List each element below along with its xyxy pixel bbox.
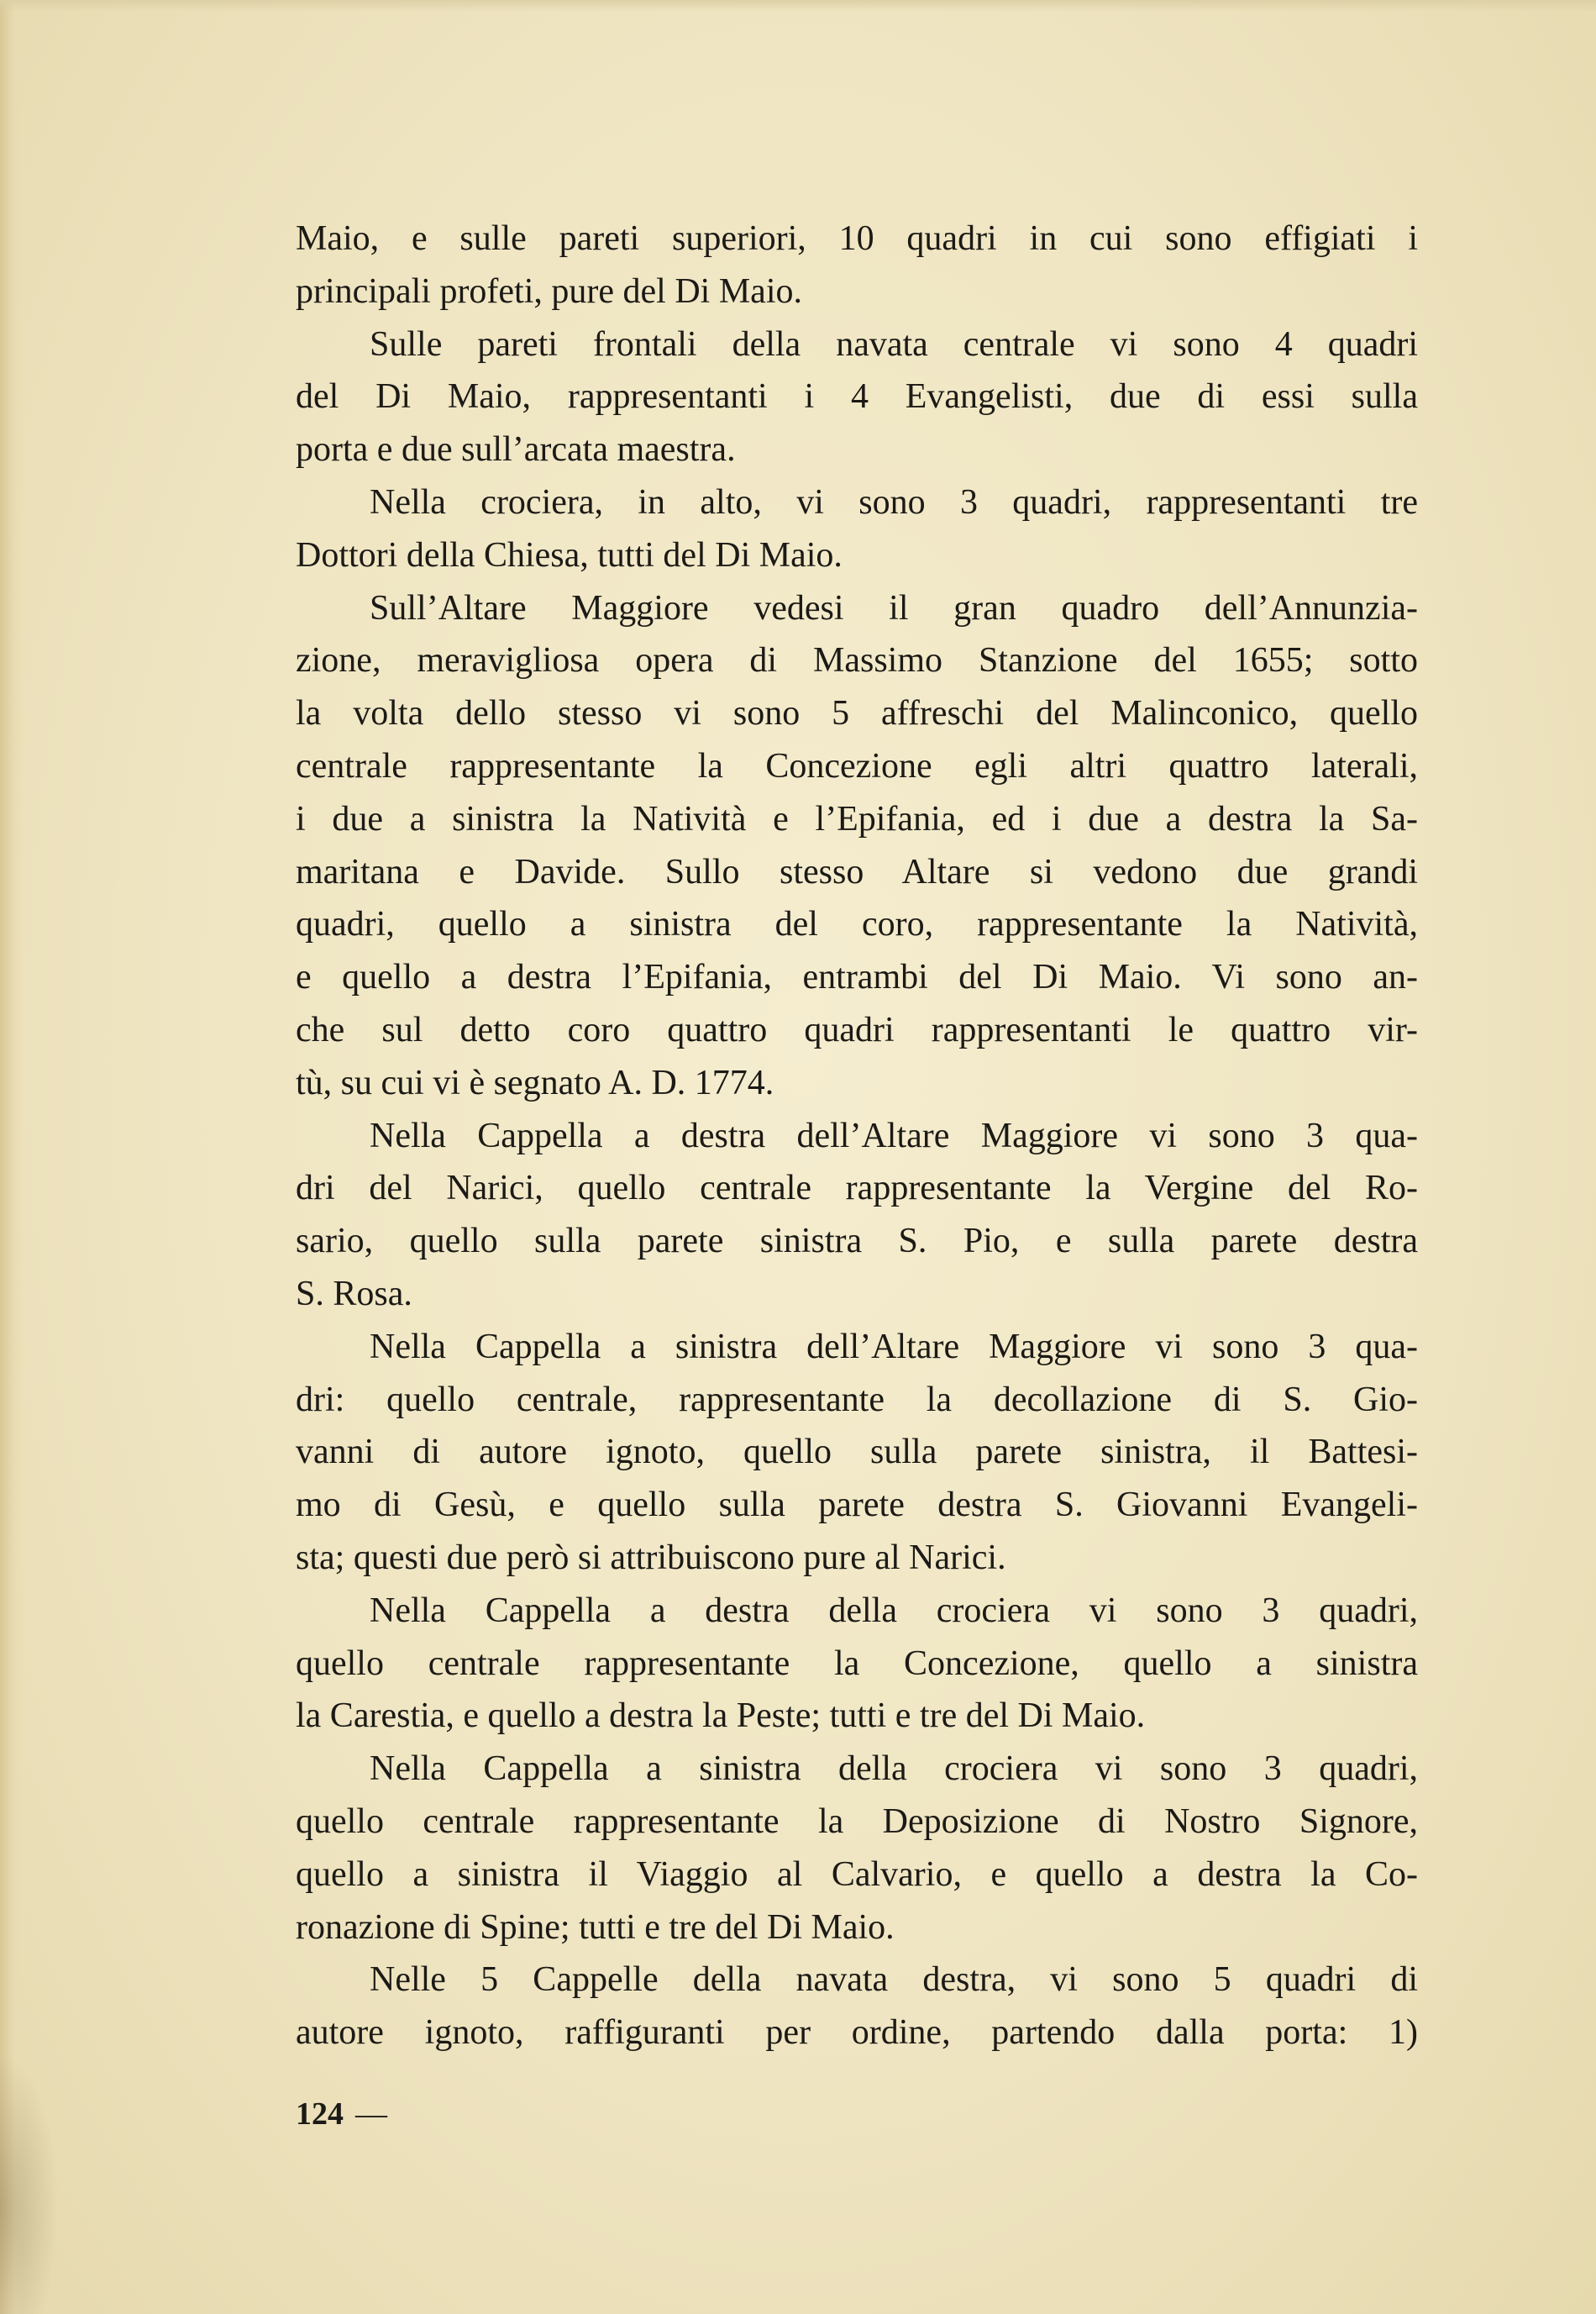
text-line: quello centrale rappresentante la Deposizione di Nostro Signore, <box>296 1801 1418 1841</box>
text-line: principali profeti, pure del Di Maio. <box>296 271 802 311</box>
text-line: dri: quello centrale, rappresentante la decollazione di S. Gio- <box>296 1380 1418 1419</box>
paper-top-edge <box>0 0 1596 12</box>
text-line: la Carestia, e quello a destra la Peste; tutti e tre del Di Maio. <box>296 1696 1146 1736</box>
text-line: ronazione di Spine; tutti e tre del Di Maio. <box>296 1907 895 1947</box>
text-line: del Di Maio, rappresentanti i 4 Evangelisti, due di essi sulla <box>296 377 1418 417</box>
text-line: mo di Gesù, e quello sulla parete destra S. Giovanni Evangeli- <box>296 1486 1418 1525</box>
text-line: tù, su cui vi è segnato A. D. 1774. <box>296 1063 774 1102</box>
text-line: quadri, quello a sinistra del coro, rappresentante la Natività, <box>296 905 1418 944</box>
text-line: Nella Cappella a sinistra della crociera vi sono 3 quadri, <box>370 1749 1418 1789</box>
text-line: sta; questi due però si attribuiscono pure al Narici. <box>296 1538 1006 1577</box>
text-line: quello centrale rappresentante la Concezione, quello a sinistra <box>296 1643 1418 1683</box>
text-line: sario, quello sulla parete sinistra S. Pio, e sulla parete destra <box>296 1222 1418 1261</box>
page-number: 124 <box>296 2096 344 2132</box>
text-line: Dottori della Chiesa, tutti del Di Maio. <box>296 535 843 575</box>
body-text <box>296 213 1418 2059</box>
text-line: Nella Cappella a destra dell’Altare Maggiore vi sono 3 qua- <box>370 1116 1418 1155</box>
text-line: i due a sinistra la Natività e l’Epifania, ed i due a destra la Sa- <box>296 799 1418 839</box>
text-line: S. Rosa. <box>296 1274 412 1313</box>
text-line: zione, meravigliosa opera di Massimo Stanzione del 1655; sotto <box>296 641 1418 681</box>
text-line: Sulle pareti frontali della navata centrale vi sono 4 quadri <box>370 324 1418 364</box>
text-line: dri del Narici, quello centrale rappresentante la Vergine del Ro- <box>296 1169 1418 1208</box>
text-line: Maio, e sulle pareti superiori, 10 quadri in cui sono effigiati i <box>296 219 1418 258</box>
text-line: centrale rappresentante la Concezione egli altri quattro laterali, <box>296 746 1418 786</box>
text-line: e quello a destra l’Epifania, entrambi del Di Maio. Vi sono an- <box>296 958 1418 997</box>
text-line: quello a sinistra il Viaggio al Calvario, e quello a destra la Co- <box>296 1854 1418 1894</box>
text-line: Nella crociera, in alto, vi sono 3 quadri, rappresentanti tre <box>370 482 1418 522</box>
text-line: Sull’Altare Maggiore vedesi il gran quadro dell’Annunzia- <box>370 588 1418 628</box>
text-line: Nella Cappella a destra della crociera vi sono 3 quadri, <box>370 1591 1418 1630</box>
text-line: autore ignoto, raffiguranti per ordine, partendo dalla porta: 1) <box>296 2013 1418 2053</box>
text-line: vanni di autore ignoto, quello sulla parete sinistra, il Battesi- <box>296 1433 1418 1472</box>
paper-left-edge <box>0 0 24 2314</box>
page-number-dash: — <box>355 2096 387 2132</box>
text-line: porta e due sull’arcata maestra. <box>296 430 736 470</box>
text-line: maritana e Davide. Sullo stesso Altare si vedono due grandi <box>296 852 1418 891</box>
text-line: la volta dello stesso vi sono 5 affreschi del Malinconico, quello <box>296 694 1418 734</box>
page-footer <box>296 2096 387 2133</box>
text-line: che sul detto coro quattro quadri rappresentanti le quattro vir- <box>296 1010 1418 1049</box>
text-line: Nelle 5 Cappelle della navata destra, vi sono 5 quadri di <box>370 1960 1418 2000</box>
text-line: Nella Cappella a sinistra dell’Altare Maggiore vi sono 3 qua- <box>370 1327 1418 1366</box>
paper-stain <box>0 2050 59 2314</box>
